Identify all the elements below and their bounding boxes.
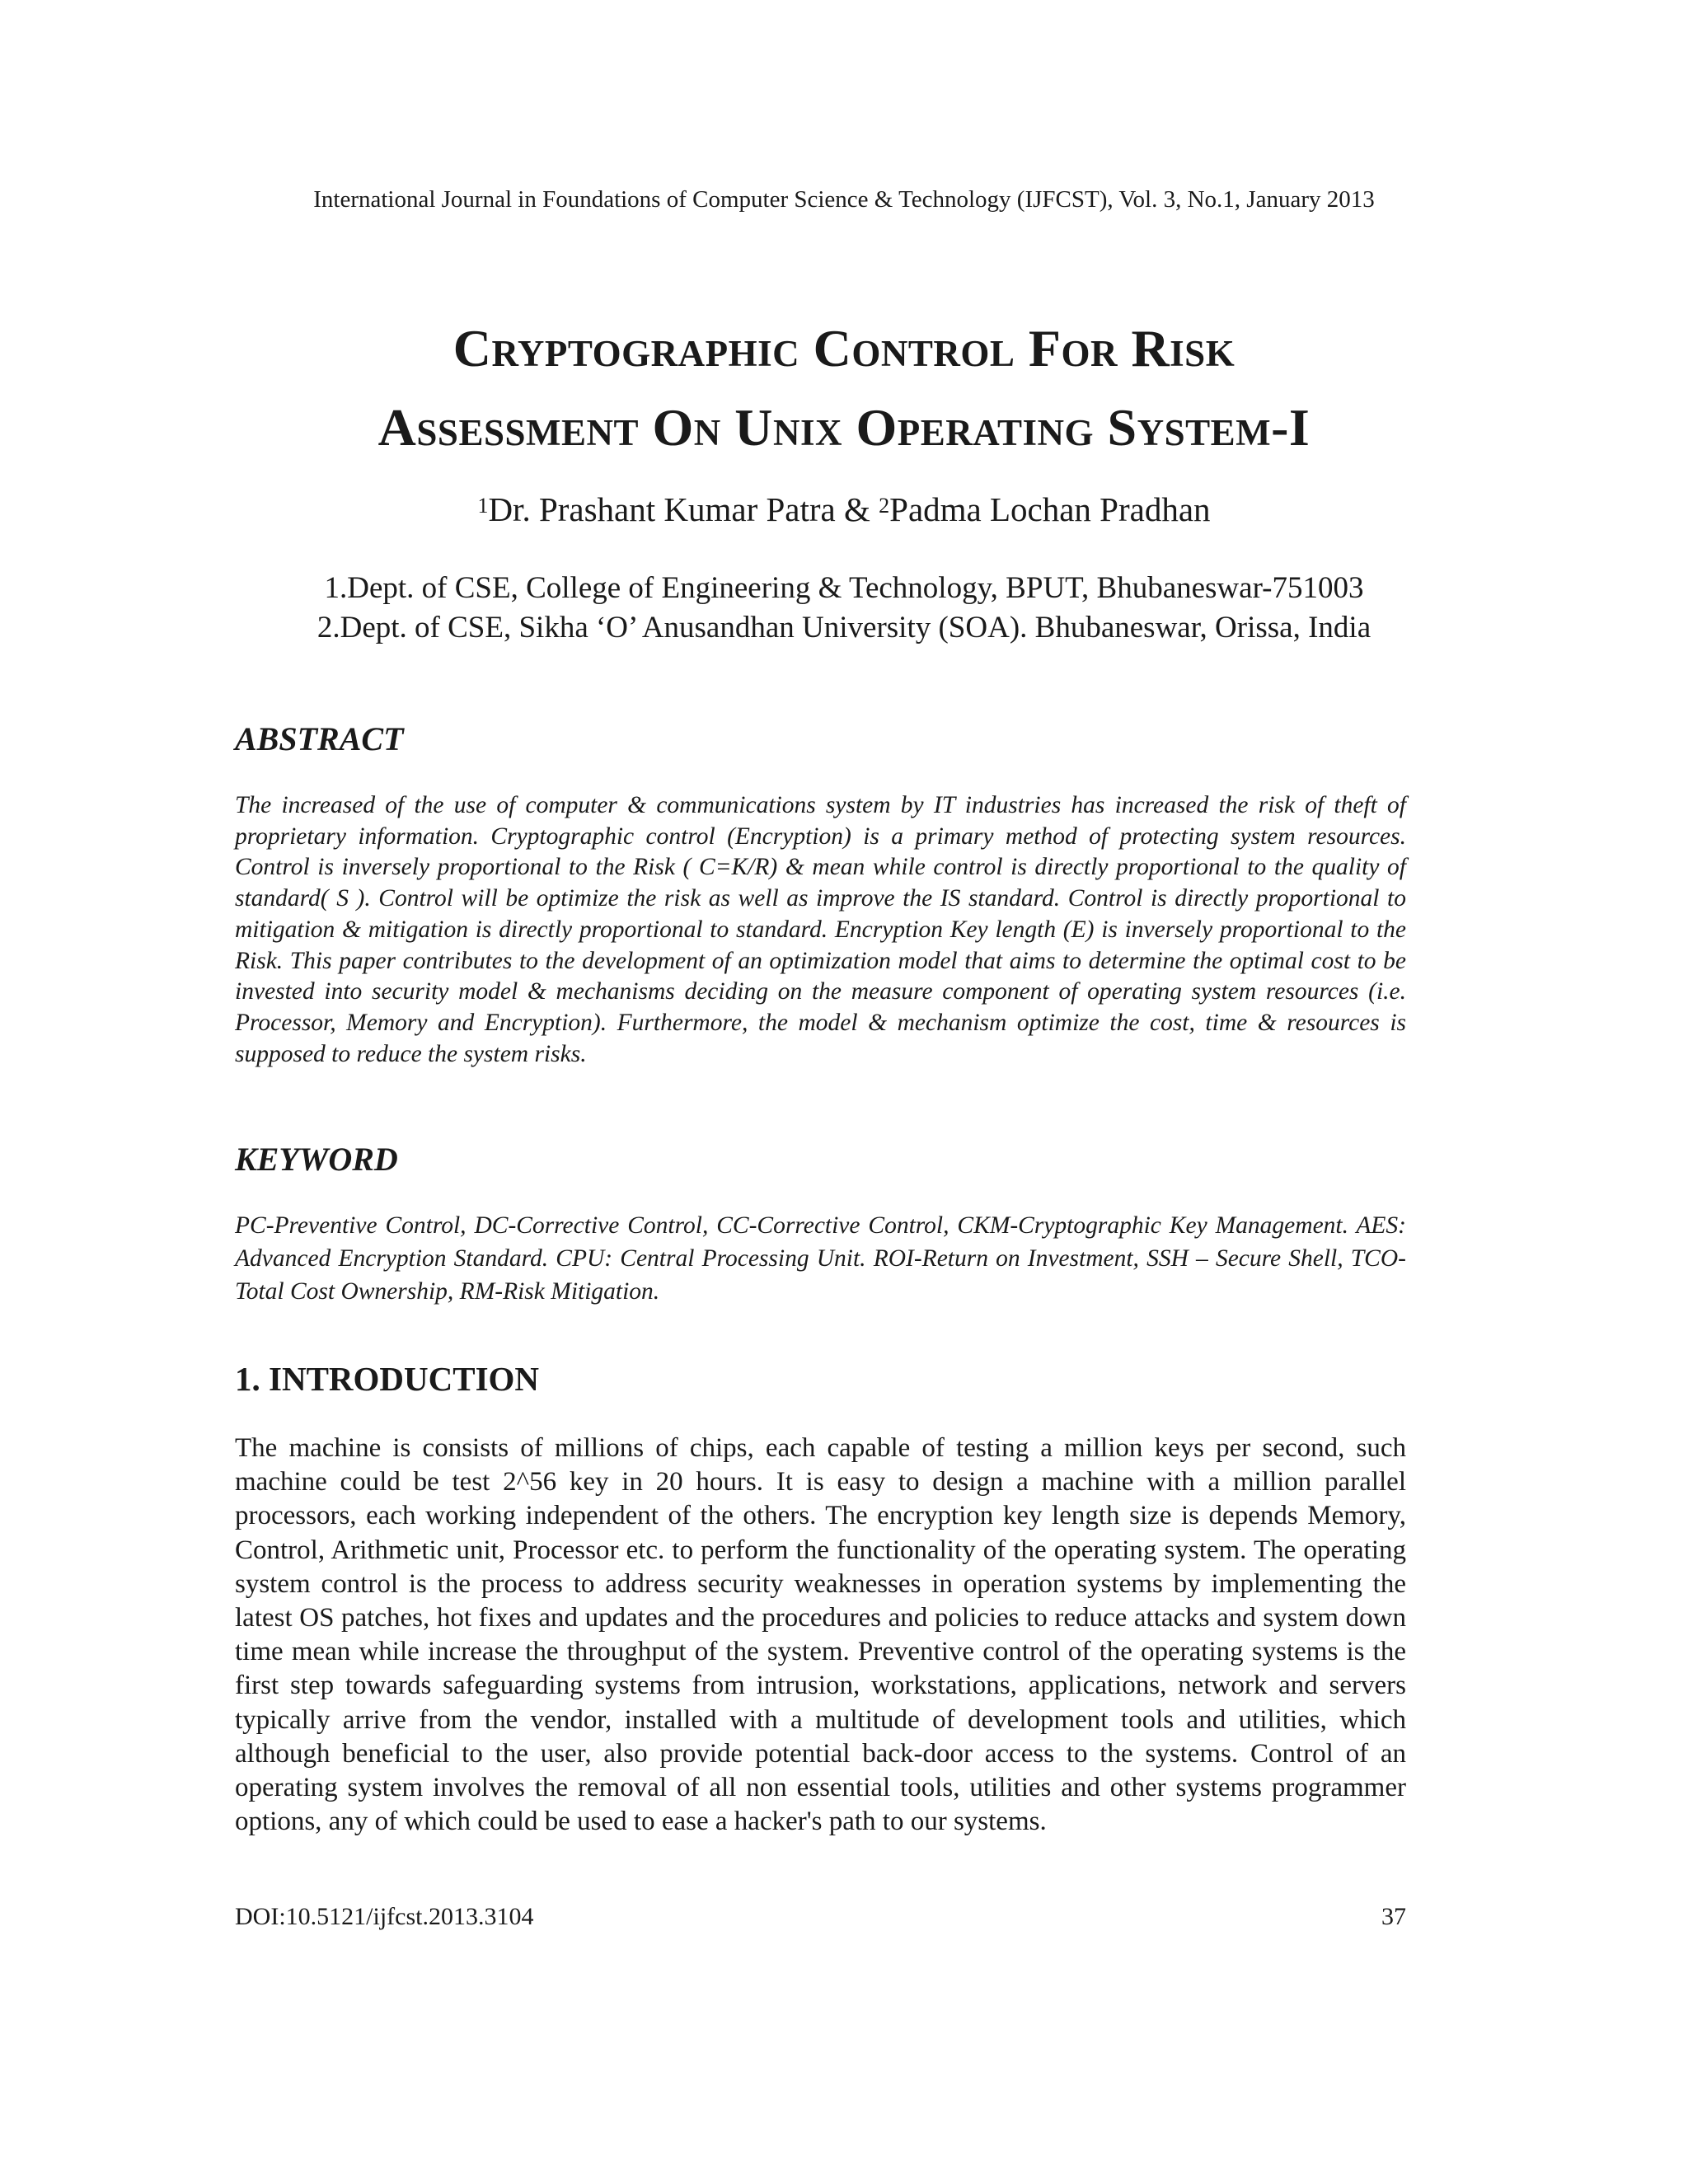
author-separator: &	[835, 490, 879, 528]
abstract-section	[235, 719, 1406, 1070]
paper-title	[0, 309, 1688, 467]
affiliation-1: 1.Dept. of CSE, College of Engineering & Technology, BPUT, Bhubaneswar-751003	[324, 571, 1364, 605]
abstract-heading: ABSTRACT	[235, 720, 404, 757]
author-line	[0, 485, 1688, 534]
abstract-text: The increased of the use of computer & communications system by IT industries has increased the risk of theft of proprietary information. Cryptographic control (Encryption) is a primary method of protecting system resources. Control is inversely proportional to the Risk ( C=K/R) & mean while control is directly proportional to the quality of standard( S ). Control will be optimize the risk as well as improve the IS standard. Control is directly proportional to mitigation & mitigation is directly proportional to standard. Encryption Key length (E) is inversely proportional to the Risk. This paper contributes to the development of an optimization model that aims to determine the optimal cost to be invested into security model & mechanisms deciding on the measure component of operating system resources (i.e. Processor, Memory and Encryption). Furthermore, the model & mechanism optimize the cost, time & resources is supposed to reduce the system risks.	[235, 792, 1406, 1067]
introduction-text: The machine is consists of millions of chips, each capable of testing a million keys per second, such machine could be test 2^56 key in 20 hours. It is easy to design a machine with a million parallel processors, each working independent of the others. The encryption key length size is depends Memory, Control, Arithmetic unit, Processor etc. to perform the functionality of the operating system. The operating system control is the process to address security weaknesses in operation systems by implementing the latest OS patches, hot fixes and updates and the procedures and policies to reduce attacks and system down time mean while increase the throughput of the system. Preventive control of the operating systems is the first step towards safeguarding systems from intrusion, workstations, applications, network and servers typically arrive from the vendor, installed with a multitude of development tools and utilities, which although beneficial to the user, also provide potential back-door access to the systems. Control of an operating system involves the removal of all non essential tools, utilities and other systems programmer options, any of which could be used to ease a hacker's path to our systems.	[235, 1433, 1406, 1837]
doi-footer: DOI:10.5121/ijfcst.2013.3104	[235, 1903, 534, 1930]
author-2-name: Padma Lochan Pradhan	[889, 490, 1211, 528]
affiliation-2: 2.Dept. of CSE, Sikha ‘O’ Anusandhan University (SOA). Bhubaneswar, Orissa, India	[316, 611, 1372, 644]
keyword-text: PC-Preventive Control, DC-Corrective Control, CC-Corrective Control, CKM-Cryptographic Key Management. AES: Advanced Encryption Standard. CPU: Central Processing Unit. ROI-Return on Investment, SSH – Secure Shell, TCO-Total Cost Ownership, RM-Risk Mitigation.	[235, 1212, 1406, 1305]
paper-title-line-1: Cryptographic Control For Risk	[452, 319, 1236, 377]
keyword-heading: KEYWORD	[235, 1141, 398, 1178]
author-1-mark: 1	[477, 494, 489, 518]
introduction-heading: 1. INTRODUCTION	[235, 1360, 540, 1398]
paper-title-line-2: Assessment On Unix Operating System-I	[377, 398, 1311, 457]
affiliations	[0, 569, 1688, 648]
author-1-name: Dr. Prashant Kumar Patra	[488, 490, 836, 528]
keyword-section	[235, 1140, 1406, 1308]
running-head: International Journal in Foundations of Computer Science & Technology (IJFCST), Vol. 3, No.1, January 2013	[313, 186, 1375, 213]
page-number: 37	[1381, 1903, 1406, 1930]
author-2-mark: 2	[879, 494, 890, 518]
introduction-section	[235, 1359, 1406, 1839]
